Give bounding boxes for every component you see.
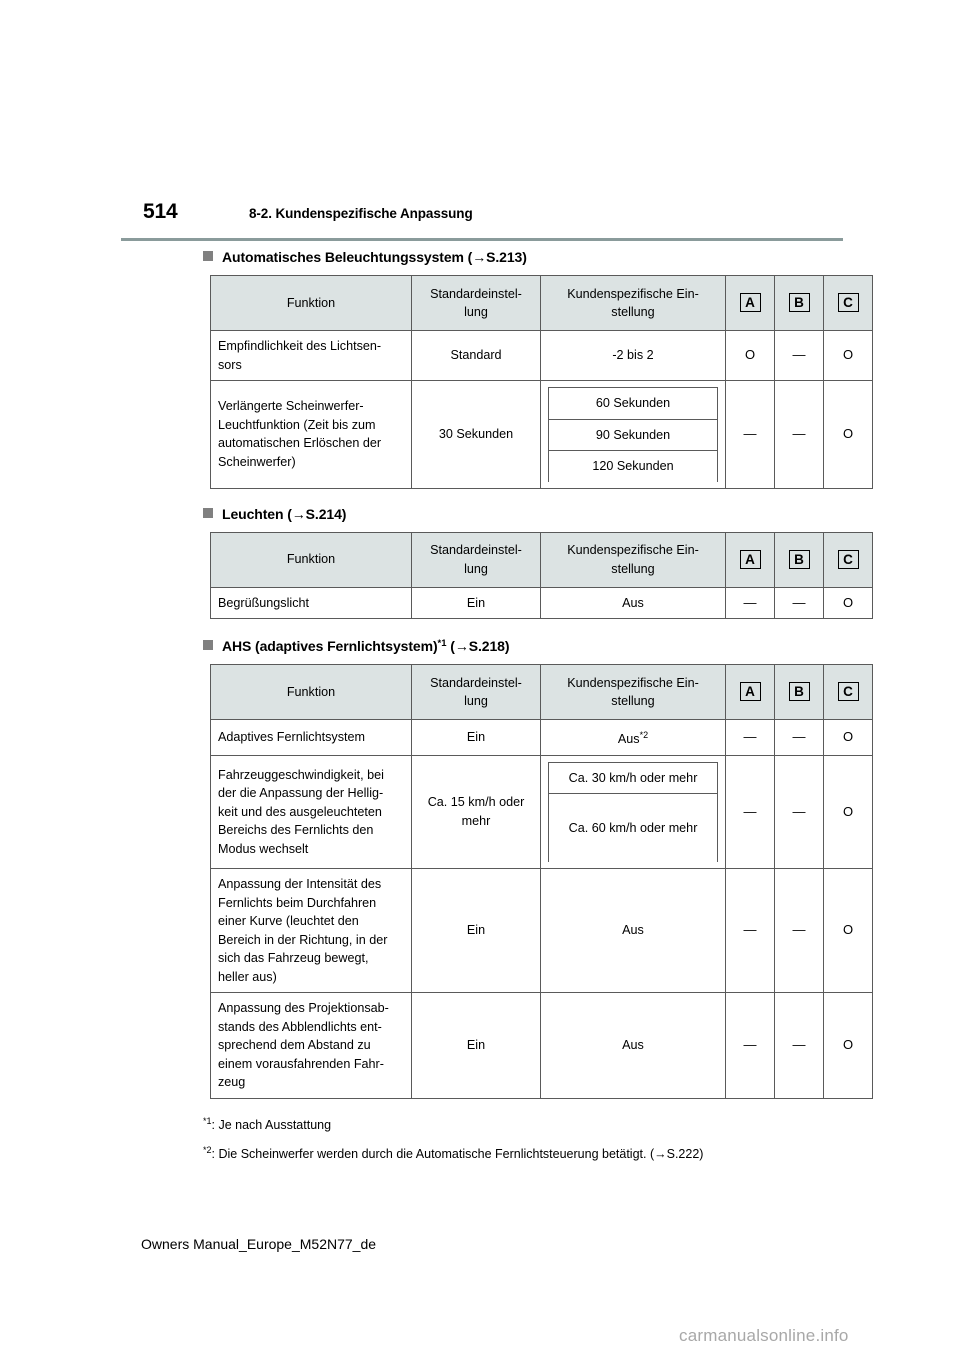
footnote-item <box>203 1138 960 1167</box>
header-funktion: Funktion <box>211 532 412 587</box>
header-custom-line1: Kundenspezifische Ein- <box>567 543 699 557</box>
custom-option-label: 90 Sekunden <box>549 419 718 451</box>
table-row <box>211 720 873 756</box>
table-row <box>211 331 873 381</box>
footnote-marker: *2 <box>203 1144 212 1155</box>
custom-options-list <box>548 762 718 863</box>
custom-option-label: 120 Sekunden <box>549 451 718 482</box>
section-leuchten <box>0 505 960 620</box>
footnote-item <box>203 1109 960 1138</box>
column-b-badge: B <box>789 550 810 569</box>
custom-option-label: Ca. 60 km/h oder mehr <box>549 794 718 863</box>
custom-option-label: Ca. 30 km/h oder mehr <box>549 762 718 794</box>
header-standardeinstellung <box>412 532 541 587</box>
page-number: 514 <box>143 200 178 223</box>
cell-funktion: Anpassung des Projektionsab- stands des Abblendlichts ent- sprechend dem Abstand zu einem vorausfahrenden Fahr- zeug <box>211 993 412 1099</box>
document-id-footer: Owners Manual_Europe_M52N77_de <box>141 1236 377 1252</box>
cell-mark-a: O <box>726 331 775 381</box>
custom-option-item <box>549 388 718 420</box>
cell-funktion: Verlängerte Scheinwerfer- Leuchtfunktion (Zeit bis zum automatischen Erlöschen der Scheinwerfer) <box>211 381 412 489</box>
table-header-row <box>211 276 873 331</box>
cell-standard: Ein <box>412 587 541 619</box>
watermark: carmanualsonline.info <box>679 1326 849 1345</box>
column-c-badge: C <box>838 682 859 701</box>
cell-mark-b: — <box>775 869 824 993</box>
cell-custom: Aus <box>541 869 726 993</box>
header-standard-line2: lung <box>464 561 488 576</box>
customization-table-1 <box>210 275 873 489</box>
bullet-square-icon <box>203 508 213 518</box>
cell-standard: Ein <box>412 993 541 1099</box>
cell-custom-multi <box>541 381 726 489</box>
header-custom-line2: stellung <box>611 561 655 576</box>
section-heading-reference: (→S.218) <box>446 638 510 654</box>
cell-standard: Ca. 15 km/h oder mehr <box>412 755 541 869</box>
cell-mark-c: O <box>824 869 873 993</box>
cell-mark-a: — <box>726 755 775 869</box>
header-standard-line2: lung <box>464 305 488 319</box>
bullet-square-icon <box>203 251 213 261</box>
cell-custom: -2 bis 2 <box>541 331 726 381</box>
header-standardeinstellung <box>412 665 541 720</box>
header-custom-line2: stellung <box>611 694 655 708</box>
cell-mark-a: — <box>726 869 775 993</box>
cell-funktion: Fahrzeuggeschwindigkeit, bei der die Anpassung der Hellig- keit und des ausgeleuchteten Bereichs des Fernlichts den Modus wechselt <box>211 755 412 869</box>
header-column-a <box>726 276 775 331</box>
custom-option-label: 60 Sekunden <box>549 388 718 420</box>
table-header-row <box>211 665 873 720</box>
footnote-separator: : <box>211 1146 219 1161</box>
cell-funktion: Anpassung der Intensität des Fernlichts beim Durchfahren einer Kurve (leuchtet den Bereich in der Richtung, in der sich das Fahrzeug bewegt, heller aus) <box>211 869 412 993</box>
cell-mark-a: — <box>726 381 775 489</box>
cell-mark-a: — <box>726 720 775 756</box>
footnote-marker: *1 <box>203 1115 212 1126</box>
cell-custom: Aus <box>541 587 726 619</box>
cell-mark-b: — <box>775 381 824 489</box>
header-custom-line2: stellung <box>611 305 655 319</box>
table-header-row <box>211 532 873 587</box>
header-standard-line1: Standardeinstel- <box>430 675 522 690</box>
cell-mark-b: — <box>775 755 824 869</box>
cell-standard: Ein <box>412 720 541 756</box>
section-heading <box>203 505 960 523</box>
column-c-badge: C <box>838 293 859 312</box>
customization-table-2 <box>210 532 873 620</box>
header-column-c <box>824 276 873 331</box>
section-heading-label: Leuchten (→S.214) <box>222 505 347 522</box>
header-custom-line1: Kundenspezifische Ein- <box>567 286 699 301</box>
table-row <box>211 755 873 869</box>
section-heading <box>203 248 960 266</box>
cell-mark-a: — <box>726 993 775 1099</box>
cell-standard: Standard <box>412 331 541 381</box>
column-b-badge: B <box>789 293 810 312</box>
header-custom-line1: Kundenspezifische Ein- <box>567 675 699 690</box>
footnote-text: Die Scheinwerfer werden durch die Automatische Fernlichtsteuerung betätigt. (→S.222) <box>218 1146 704 1161</box>
cell-mark-c: O <box>824 755 873 869</box>
header-column-b <box>775 276 824 331</box>
footnote-text: Je nach Ausstattung <box>218 1117 332 1132</box>
cell-standard: 30 Sekunden <box>412 381 541 489</box>
header-standardeinstellung <box>412 276 541 331</box>
section-heading-footnote-marker: *1 <box>437 638 447 649</box>
header-column-a <box>726 532 775 587</box>
column-a-badge: A <box>740 293 761 312</box>
column-c-badge: C <box>838 550 859 569</box>
cell-mark-c: O <box>824 720 873 756</box>
custom-option-item <box>549 419 718 451</box>
footnote-separator: : <box>211 1117 219 1132</box>
cell-mark-c: O <box>824 587 873 619</box>
column-a-badge: A <box>740 550 761 569</box>
table-row <box>211 869 873 993</box>
header-divider <box>121 238 843 241</box>
page-title: 8-2. Kundenspezifische Anpassung <box>249 206 473 221</box>
header-funktion: Funktion <box>211 276 412 331</box>
header-column-b <box>775 665 824 720</box>
cell-mark-c: O <box>824 331 873 381</box>
header-column-c <box>824 665 873 720</box>
cell-funktion: Begrüßungslicht <box>211 587 412 619</box>
column-b-badge: B <box>789 682 810 701</box>
section-heading-label: AHS (adaptives Fernlichtsystem) <box>222 638 438 654</box>
cell-mark-b: — <box>775 331 824 381</box>
cell-mark-a: — <box>726 587 775 619</box>
cell-funktion: Adaptives Fernlichtsystem <box>211 720 412 756</box>
table-row <box>211 587 873 619</box>
header-column-a <box>726 665 775 720</box>
cell-custom-label: Aus <box>617 732 640 746</box>
cell-standard: Ein <box>412 869 541 993</box>
table-row <box>211 993 873 1099</box>
section-heading-label: Automatisches Beleuchtungssystem (→S.213) <box>222 249 527 265</box>
cell-mark-b: — <box>775 587 824 619</box>
header-kundenspezifische-einstellung <box>541 276 726 331</box>
cell-custom-footnote-marker: *2 <box>639 730 649 740</box>
page-header <box>0 200 960 242</box>
cell-mark-c: O <box>824 381 873 489</box>
bullet-square-icon <box>203 640 213 650</box>
cell-custom <box>541 720 726 756</box>
cell-funktion: Empfindlichkeit des Lichtsen- sors <box>211 331 412 381</box>
custom-option-item <box>549 762 718 794</box>
page-content <box>0 248 960 1167</box>
header-column-b <box>775 532 824 587</box>
cell-mark-c: O <box>824 993 873 1099</box>
custom-options-list <box>548 387 718 482</box>
column-a-badge: A <box>740 682 761 701</box>
footnotes <box>203 1109 960 1167</box>
section-heading <box>203 635 960 655</box>
header-standard-line1: Standardeinstel- <box>430 543 522 557</box>
cell-mark-b: — <box>775 720 824 756</box>
section-ahs <box>0 635 960 1099</box>
table-row <box>211 381 873 489</box>
cell-mark-b: — <box>775 993 824 1099</box>
cell-custom: Aus <box>541 993 726 1099</box>
custom-option-item <box>549 794 718 863</box>
header-kundenspezifische-einstellung <box>541 665 726 720</box>
header-funktion: Funktion <box>211 665 412 720</box>
header-column-c <box>824 532 873 587</box>
customization-table-3 <box>210 664 873 1099</box>
cell-custom-multi <box>541 755 726 869</box>
header-standard-line1: Standardeinstel- <box>430 286 522 301</box>
header-standard-line2: lung <box>464 694 488 708</box>
header-kundenspezifische-einstellung <box>541 532 726 587</box>
section-automatisches-beleuchtungssystem <box>0 248 960 489</box>
custom-option-item <box>549 451 718 482</box>
